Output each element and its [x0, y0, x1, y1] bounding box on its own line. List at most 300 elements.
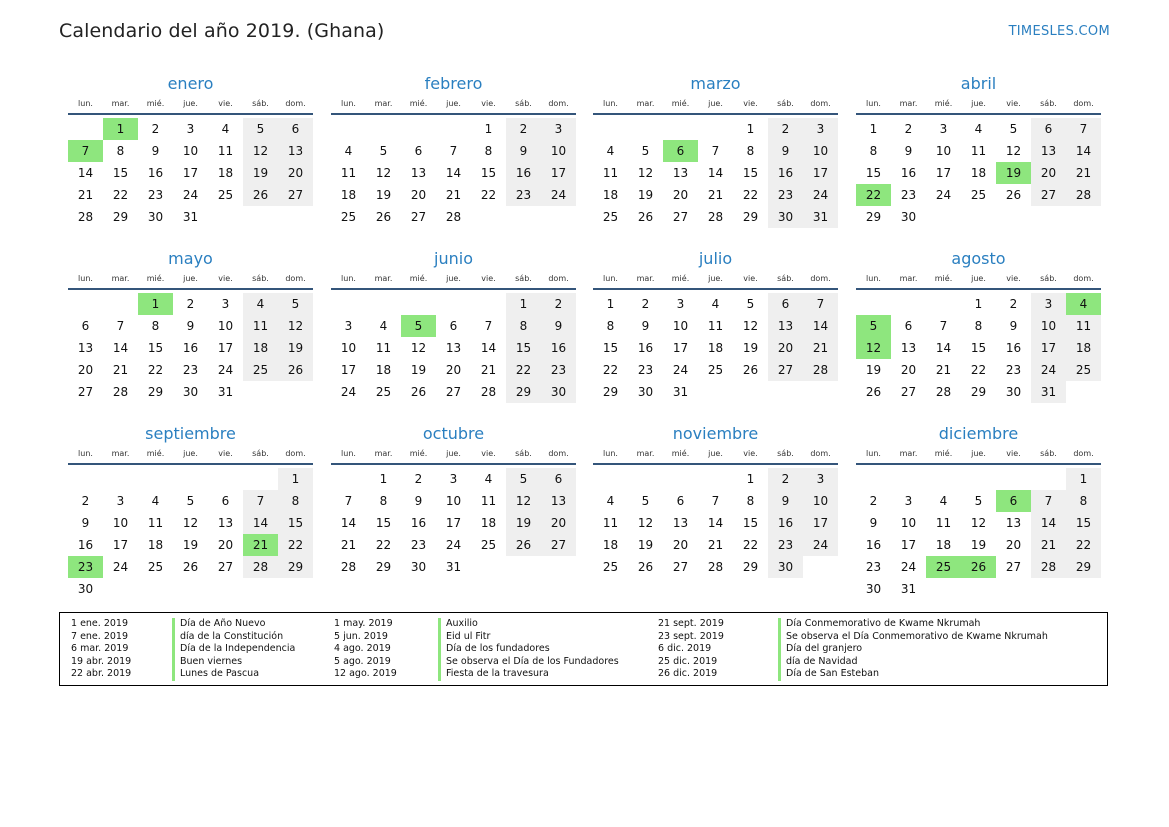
- day-cell[interactable]: 18: [602, 538, 619, 552]
- day-cell[interactable]: 21: [77, 188, 94, 202]
- day-cell[interactable]: 16: [1005, 341, 1022, 355]
- day-cell[interactable]: 19: [742, 341, 759, 355]
- day-cell[interactable]: 15: [278, 512, 313, 534]
- day-cell[interactable]: 10: [935, 144, 952, 158]
- day-cell[interactable]: 20: [768, 337, 803, 359]
- holiday-day[interactable]: 19: [996, 162, 1031, 184]
- day-cell[interactable]: 4: [221, 122, 230, 136]
- day-cell[interactable]: 30: [768, 206, 803, 228]
- day-cell[interactable]: 29: [375, 560, 392, 574]
- day-cell[interactable]: 13: [77, 341, 94, 355]
- day-cell[interactable]: 26: [637, 210, 654, 224]
- day-cell[interactable]: 14: [77, 166, 94, 180]
- day-cell[interactable]: 7: [116, 319, 125, 333]
- day-cell[interactable]: 5: [641, 494, 650, 508]
- day-cell[interactable]: 16: [900, 166, 917, 180]
- day-cell[interactable]: 27: [77, 385, 94, 399]
- day-cell[interactable]: 8: [278, 490, 313, 512]
- holiday-day[interactable]: 5: [401, 315, 436, 337]
- day-cell[interactable]: 28: [1031, 556, 1066, 578]
- day-cell[interactable]: 16: [410, 516, 427, 530]
- day-cell[interactable]: 11: [217, 144, 234, 158]
- day-cell[interactable]: 8: [151, 319, 160, 333]
- day-cell[interactable]: 12: [375, 166, 392, 180]
- day-cell[interactable]: 30: [77, 582, 94, 596]
- day-cell[interactable]: 4: [606, 494, 615, 508]
- day-cell[interactable]: 15: [742, 166, 759, 180]
- day-cell[interactable]: 30: [147, 210, 164, 224]
- day-cell[interactable]: 10: [112, 516, 129, 530]
- day-cell[interactable]: 5: [243, 118, 278, 140]
- day-cell[interactable]: 29: [112, 210, 129, 224]
- day-cell[interactable]: 15: [112, 166, 129, 180]
- day-cell[interactable]: 30: [768, 556, 803, 578]
- day-cell[interactable]: 6: [221, 494, 230, 508]
- day-cell[interactable]: 6: [414, 144, 423, 158]
- day-cell[interactable]: 29: [602, 385, 619, 399]
- holiday-day[interactable]: 7: [68, 140, 103, 162]
- holiday-day[interactable]: 1: [138, 293, 173, 315]
- day-cell[interactable]: 7: [1066, 118, 1101, 140]
- holiday-day[interactable]: 21: [243, 534, 278, 556]
- day-cell[interactable]: 19: [970, 538, 987, 552]
- day-cell[interactable]: 7: [711, 494, 720, 508]
- day-cell[interactable]: 31: [900, 582, 917, 596]
- day-cell[interactable]: 19: [637, 538, 654, 552]
- day-cell[interactable]: 21: [480, 363, 497, 377]
- day-cell[interactable]: 17: [1031, 337, 1066, 359]
- day-cell[interactable]: 1: [278, 468, 313, 490]
- day-cell[interactable]: 26: [742, 363, 759, 377]
- day-cell[interactable]: 27: [278, 184, 313, 206]
- day-cell[interactable]: 9: [414, 494, 423, 508]
- day-cell[interactable]: 14: [707, 166, 724, 180]
- day-cell[interactable]: 4: [974, 122, 983, 136]
- day-cell[interactable]: 7: [344, 494, 353, 508]
- day-cell[interactable]: 3: [676, 297, 685, 311]
- day-cell[interactable]: 13: [278, 140, 313, 162]
- day-cell[interactable]: 10: [541, 140, 576, 162]
- day-cell[interactable]: 1: [506, 293, 541, 315]
- day-cell[interactable]: 20: [445, 363, 462, 377]
- day-cell[interactable]: 17: [182, 166, 199, 180]
- day-cell[interactable]: 29: [147, 385, 164, 399]
- day-cell[interactable]: 26: [410, 385, 427, 399]
- day-cell[interactable]: 28: [243, 556, 278, 578]
- day-cell[interactable]: 15: [147, 341, 164, 355]
- holiday-day[interactable]: 22: [856, 184, 891, 206]
- day-cell[interactable]: 25: [480, 538, 497, 552]
- day-cell[interactable]: 21: [1031, 534, 1066, 556]
- day-cell[interactable]: 6: [676, 494, 685, 508]
- day-cell[interactable]: 10: [340, 341, 357, 355]
- day-cell[interactable]: 29: [742, 560, 759, 574]
- day-cell[interactable]: 4: [379, 319, 388, 333]
- day-cell[interactable]: 27: [217, 560, 234, 574]
- day-cell[interactable]: 24: [935, 188, 952, 202]
- day-cell[interactable]: 1: [1066, 468, 1101, 490]
- day-cell[interactable]: 8: [746, 144, 755, 158]
- day-cell[interactable]: 23: [768, 184, 803, 206]
- day-cell[interactable]: 6: [541, 468, 576, 490]
- day-cell[interactable]: 17: [541, 162, 576, 184]
- day-cell[interactable]: 25: [243, 359, 278, 381]
- day-cell[interactable]: 19: [506, 512, 541, 534]
- day-cell[interactable]: 29: [1066, 556, 1101, 578]
- day-cell[interactable]: 3: [803, 468, 838, 490]
- day-cell[interactable]: 4: [243, 293, 278, 315]
- day-cell[interactable]: 5: [974, 494, 983, 508]
- day-cell[interactable]: 24: [803, 184, 838, 206]
- day-cell[interactable]: 12: [1005, 144, 1022, 158]
- day-cell[interactable]: 16: [541, 337, 576, 359]
- day-cell[interactable]: 21: [340, 538, 357, 552]
- day-cell[interactable]: 21: [803, 337, 838, 359]
- day-cell[interactable]: 2: [641, 297, 650, 311]
- day-cell[interactable]: 2: [768, 118, 803, 140]
- day-cell[interactable]: 23: [147, 188, 164, 202]
- day-cell[interactable]: 18: [243, 337, 278, 359]
- day-cell[interactable]: 17: [900, 538, 917, 552]
- day-cell[interactable]: 6: [81, 319, 90, 333]
- day-cell[interactable]: 24: [803, 534, 838, 556]
- day-cell[interactable]: 23: [768, 534, 803, 556]
- day-cell[interactable]: 31: [217, 385, 234, 399]
- day-cell[interactable]: 9: [904, 144, 913, 158]
- day-cell[interactable]: 27: [900, 385, 917, 399]
- day-cell[interactable]: 13: [672, 166, 689, 180]
- day-cell[interactable]: 1: [869, 122, 878, 136]
- day-cell[interactable]: 28: [707, 560, 724, 574]
- day-cell[interactable]: 22: [480, 188, 497, 202]
- day-cell[interactable]: 27: [672, 560, 689, 574]
- day-cell[interactable]: 15: [970, 341, 987, 355]
- day-cell[interactable]: 4: [344, 144, 353, 158]
- day-cell[interactable]: 15: [865, 166, 882, 180]
- day-cell[interactable]: 29: [506, 381, 541, 403]
- day-cell[interactable]: 23: [1005, 363, 1022, 377]
- day-cell[interactable]: 8: [869, 144, 878, 158]
- day-cell[interactable]: 13: [900, 341, 917, 355]
- day-cell[interactable]: 23: [182, 363, 199, 377]
- day-cell[interactable]: 12: [182, 516, 199, 530]
- day-cell[interactable]: 2: [186, 297, 195, 311]
- day-cell[interactable]: 30: [410, 560, 427, 574]
- day-cell[interactable]: 2: [506, 118, 541, 140]
- day-cell[interactable]: 31: [672, 385, 689, 399]
- day-cell[interactable]: 20: [1031, 162, 1066, 184]
- day-cell[interactable]: 11: [340, 166, 357, 180]
- day-cell[interactable]: 2: [414, 472, 423, 486]
- day-cell[interactable]: 23: [410, 538, 427, 552]
- day-cell[interactable]: 11: [935, 516, 952, 530]
- day-cell[interactable]: 8: [506, 315, 541, 337]
- day-cell[interactable]: 9: [151, 144, 160, 158]
- day-cell[interactable]: 19: [243, 162, 278, 184]
- day-cell[interactable]: 8: [484, 144, 493, 158]
- day-cell[interactable]: 15: [480, 166, 497, 180]
- day-cell[interactable]: 25: [147, 560, 164, 574]
- day-cell[interactable]: 11: [707, 319, 724, 333]
- day-cell[interactable]: 4: [711, 297, 720, 311]
- day-cell[interactable]: 14: [935, 341, 952, 355]
- day-cell[interactable]: 1: [379, 472, 388, 486]
- day-cell[interactable]: 3: [221, 297, 230, 311]
- day-cell[interactable]: 13: [768, 315, 803, 337]
- day-cell[interactable]: 13: [410, 166, 427, 180]
- day-cell[interactable]: 21: [445, 188, 462, 202]
- day-cell[interactable]: 6: [449, 319, 458, 333]
- day-cell[interactable]: 9: [81, 516, 90, 530]
- day-cell[interactable]: 22: [602, 363, 619, 377]
- day-cell[interactable]: 2: [151, 122, 160, 136]
- holiday-day[interactable]: 26: [961, 556, 996, 578]
- day-cell[interactable]: 18: [935, 538, 952, 552]
- day-cell[interactable]: 29: [970, 385, 987, 399]
- day-cell[interactable]: 25: [602, 560, 619, 574]
- day-cell[interactable]: 14: [243, 512, 278, 534]
- day-cell[interactable]: 13: [541, 490, 576, 512]
- day-cell[interactable]: 4: [151, 494, 160, 508]
- day-cell[interactable]: 26: [243, 184, 278, 206]
- day-cell[interactable]: 5: [746, 297, 755, 311]
- day-cell[interactable]: 13: [217, 516, 234, 530]
- day-cell[interactable]: 26: [375, 210, 392, 224]
- day-cell[interactable]: 25: [375, 385, 392, 399]
- day-cell[interactable]: 8: [606, 319, 615, 333]
- day-cell[interactable]: 24: [541, 184, 576, 206]
- brand-link[interactable]: TIMESLES.COM: [1008, 24, 1110, 39]
- day-cell[interactable]: 5: [186, 494, 195, 508]
- day-cell[interactable]: 16: [182, 341, 199, 355]
- day-cell[interactable]: 1: [974, 297, 983, 311]
- day-cell[interactable]: 3: [1031, 293, 1066, 315]
- day-cell[interactable]: 20: [217, 538, 234, 552]
- day-cell[interactable]: 29: [865, 210, 882, 224]
- day-cell[interactable]: 18: [340, 188, 357, 202]
- day-cell[interactable]: 25: [602, 210, 619, 224]
- day-cell[interactable]: 23: [637, 363, 654, 377]
- day-cell[interactable]: 1: [606, 297, 615, 311]
- day-cell[interactable]: 14: [112, 341, 129, 355]
- day-cell[interactable]: 3: [449, 472, 458, 486]
- day-cell[interactable]: 16: [506, 162, 541, 184]
- day-cell[interactable]: 18: [480, 516, 497, 530]
- day-cell[interactable]: 24: [445, 538, 462, 552]
- day-cell[interactable]: 25: [340, 210, 357, 224]
- day-cell[interactable]: 16: [768, 162, 803, 184]
- day-cell[interactable]: 9: [1009, 319, 1018, 333]
- holiday-day[interactable]: 5: [856, 315, 891, 337]
- day-cell[interactable]: 30: [637, 385, 654, 399]
- day-cell[interactable]: 8: [116, 144, 125, 158]
- day-cell[interactable]: 30: [900, 210, 917, 224]
- day-cell[interactable]: 3: [344, 319, 353, 333]
- day-cell[interactable]: 30: [541, 381, 576, 403]
- day-cell[interactable]: 7: [243, 490, 278, 512]
- day-cell[interactable]: 7: [484, 319, 493, 333]
- day-cell[interactable]: 10: [900, 516, 917, 530]
- day-cell[interactable]: 20: [410, 188, 427, 202]
- day-cell[interactable]: 24: [340, 385, 357, 399]
- day-cell[interactable]: 26: [865, 385, 882, 399]
- day-cell[interactable]: 1: [746, 472, 755, 486]
- day-cell[interactable]: 28: [77, 210, 94, 224]
- day-cell[interactable]: 9: [506, 140, 541, 162]
- holiday-day[interactable]: 6: [663, 140, 698, 162]
- day-cell[interactable]: 15: [1066, 512, 1101, 534]
- day-cell[interactable]: 6: [278, 118, 313, 140]
- day-cell[interactable]: 19: [637, 188, 654, 202]
- day-cell[interactable]: 18: [1066, 337, 1101, 359]
- day-cell[interactable]: 22: [147, 363, 164, 377]
- day-cell[interactable]: 7: [939, 319, 948, 333]
- day-cell[interactable]: 24: [112, 560, 129, 574]
- day-cell[interactable]: 8: [974, 319, 983, 333]
- day-cell[interactable]: 2: [81, 494, 90, 508]
- day-cell[interactable]: 28: [935, 385, 952, 399]
- day-cell[interactable]: 24: [672, 363, 689, 377]
- day-cell[interactable]: 13: [1031, 140, 1066, 162]
- holiday-day[interactable]: 25: [926, 556, 961, 578]
- day-cell[interactable]: 17: [935, 166, 952, 180]
- day-cell[interactable]: 27: [541, 534, 576, 556]
- day-cell[interactable]: 13: [1005, 516, 1022, 530]
- day-cell[interactable]: 16: [768, 512, 803, 534]
- day-cell[interactable]: 12: [970, 516, 987, 530]
- day-cell[interactable]: 30: [1005, 385, 1022, 399]
- day-cell[interactable]: 7: [803, 293, 838, 315]
- day-cell[interactable]: 5: [506, 468, 541, 490]
- day-cell[interactable]: 8: [379, 494, 388, 508]
- day-cell[interactable]: 25: [1066, 359, 1101, 381]
- day-cell[interactable]: 17: [112, 538, 129, 552]
- day-cell[interactable]: 14: [707, 516, 724, 530]
- day-cell[interactable]: 20: [1005, 538, 1022, 552]
- day-cell[interactable]: 2: [904, 122, 913, 136]
- day-cell[interactable]: 22: [375, 538, 392, 552]
- day-cell[interactable]: 28: [1066, 184, 1101, 206]
- day-cell[interactable]: 27: [768, 359, 803, 381]
- day-cell[interactable]: 12: [278, 315, 313, 337]
- day-cell[interactable]: 17: [803, 162, 838, 184]
- day-cell[interactable]: 12: [506, 490, 541, 512]
- holiday-day[interactable]: 23: [68, 556, 103, 578]
- day-cell[interactable]: 21: [935, 363, 952, 377]
- day-cell[interactable]: 21: [707, 538, 724, 552]
- day-cell[interactable]: 23: [506, 184, 541, 206]
- day-cell[interactable]: 27: [1031, 184, 1066, 206]
- day-cell[interactable]: 7: [711, 144, 720, 158]
- day-cell[interactable]: 3: [803, 118, 838, 140]
- day-cell[interactable]: 24: [217, 363, 234, 377]
- day-cell[interactable]: 14: [1066, 140, 1101, 162]
- day-cell[interactable]: 15: [742, 516, 759, 530]
- day-cell[interactable]: 21: [112, 363, 129, 377]
- holiday-day[interactable]: 6: [996, 490, 1031, 512]
- day-cell[interactable]: 18: [602, 188, 619, 202]
- day-cell[interactable]: 31: [182, 210, 199, 224]
- day-cell[interactable]: 15: [602, 341, 619, 355]
- day-cell[interactable]: 15: [375, 516, 392, 530]
- day-cell[interactable]: 11: [375, 341, 392, 355]
- day-cell[interactable]: 2: [1009, 297, 1018, 311]
- day-cell[interactable]: 20: [672, 538, 689, 552]
- day-cell[interactable]: 19: [182, 538, 199, 552]
- day-cell[interactable]: 17: [340, 363, 357, 377]
- day-cell[interactable]: 12: [410, 341, 427, 355]
- day-cell[interactable]: 19: [375, 188, 392, 202]
- day-cell[interactable]: 5: [1009, 122, 1018, 136]
- day-cell[interactable]: 10: [217, 319, 234, 333]
- day-cell[interactable]: 7: [1031, 490, 1066, 512]
- day-cell[interactable]: 18: [707, 341, 724, 355]
- day-cell[interactable]: 27: [1005, 560, 1022, 574]
- day-cell[interactable]: 6: [904, 319, 913, 333]
- day-cell[interactable]: 3: [116, 494, 125, 508]
- day-cell[interactable]: 11: [602, 516, 619, 530]
- day-cell[interactable]: 24: [900, 560, 917, 574]
- day-cell[interactable]: 23: [865, 560, 882, 574]
- day-cell[interactable]: 26: [506, 534, 541, 556]
- day-cell[interactable]: 28: [340, 560, 357, 574]
- holiday-day[interactable]: 4: [1066, 293, 1101, 315]
- day-cell[interactable]: 9: [768, 490, 803, 512]
- day-cell[interactable]: 24: [182, 188, 199, 202]
- day-cell[interactable]: 4: [484, 472, 493, 486]
- day-cell[interactable]: 10: [803, 140, 838, 162]
- day-cell[interactable]: 9: [641, 319, 650, 333]
- day-cell[interactable]: 29: [278, 556, 313, 578]
- day-cell[interactable]: 14: [1031, 512, 1066, 534]
- day-cell[interactable]: 16: [637, 341, 654, 355]
- day-cell[interactable]: 30: [182, 385, 199, 399]
- day-cell[interactable]: 18: [147, 538, 164, 552]
- day-cell[interactable]: 18: [217, 166, 234, 180]
- day-cell[interactable]: 1: [484, 122, 493, 136]
- day-cell[interactable]: 18: [375, 363, 392, 377]
- day-cell[interactable]: 27: [445, 385, 462, 399]
- day-cell[interactable]: 2: [869, 494, 878, 508]
- day-cell[interactable]: 6: [1031, 118, 1066, 140]
- day-cell[interactable]: 20: [541, 512, 576, 534]
- day-cell[interactable]: 21: [1066, 162, 1101, 184]
- day-cell[interactable]: 14: [445, 166, 462, 180]
- day-cell[interactable]: 2: [768, 468, 803, 490]
- day-cell[interactable]: 31: [803, 206, 838, 228]
- day-cell[interactable]: 28: [112, 385, 129, 399]
- day-cell[interactable]: 30: [865, 582, 882, 596]
- day-cell[interactable]: 22: [278, 534, 313, 556]
- day-cell[interactable]: 17: [672, 341, 689, 355]
- day-cell[interactable]: 10: [803, 490, 838, 512]
- day-cell[interactable]: 2: [541, 293, 576, 315]
- day-cell[interactable]: 9: [768, 140, 803, 162]
- holiday-day[interactable]: 1: [103, 118, 138, 140]
- day-cell[interactable]: 20: [672, 188, 689, 202]
- day-cell[interactable]: 22: [742, 188, 759, 202]
- day-cell[interactable]: 14: [340, 516, 357, 530]
- day-cell[interactable]: 11: [147, 516, 164, 530]
- day-cell[interactable]: 10: [182, 144, 199, 158]
- day-cell[interactable]: 25: [970, 188, 987, 202]
- day-cell[interactable]: 11: [1066, 315, 1101, 337]
- day-cell[interactable]: 9: [186, 319, 195, 333]
- day-cell[interactable]: 12: [742, 319, 759, 333]
- day-cell[interactable]: 14: [480, 341, 497, 355]
- day-cell[interactable]: 28: [707, 210, 724, 224]
- day-cell[interactable]: 28: [803, 359, 838, 381]
